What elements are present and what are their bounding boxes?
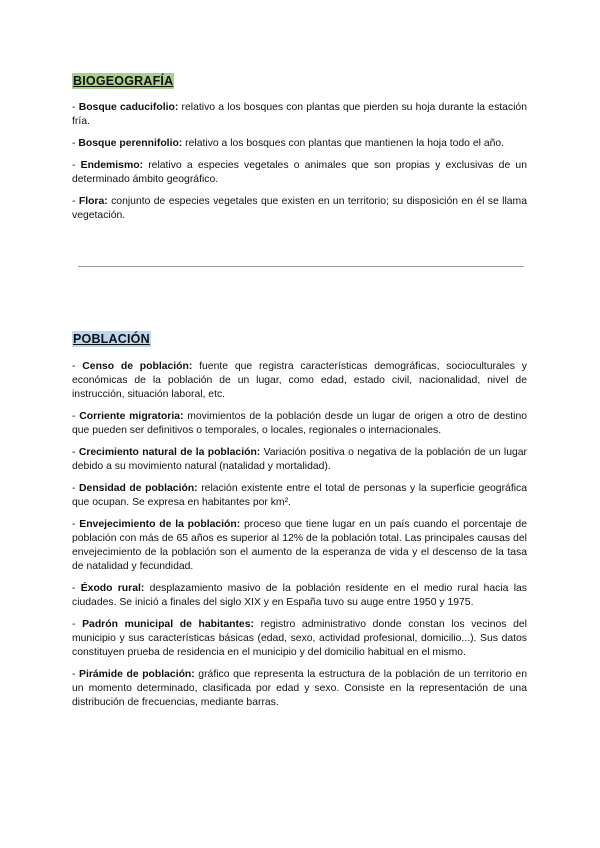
glossary-entry xyxy=(72,137,527,151)
entry-bullet: - xyxy=(72,102,79,113)
entry-term: Padrón municipal de habitantes: xyxy=(82,619,254,630)
entry-bullet: - xyxy=(72,196,79,207)
entry-bullet: - xyxy=(72,619,83,630)
entry-term: Éxodo rural: xyxy=(80,583,145,594)
glossary-entry xyxy=(72,101,527,129)
entry-definition: proceso que tiene lugar en un país cuando el porcentaje de población con más de 65 años es superior al 12% de la población total. Las principales causas del envejecimiento de la población son el aumento de la esperanza de vida y el descenso de la tasa de natalidad y fecundidad. xyxy=(72,519,527,572)
entry-definition: relativo a los bosques con plantas que pierden su hoja durante la estación fría. xyxy=(72,102,527,127)
entry-definition: relación existente entre el total de personas y la superficie geográfica que ocupan. Se expresa en habitantes por km². xyxy=(72,483,527,508)
glossary-entry xyxy=(72,159,527,187)
entry-term: Bosque caducifolio: xyxy=(78,102,179,113)
section-divider xyxy=(78,266,524,267)
glossary-entry xyxy=(72,360,527,402)
entry-term: Pirámide de población: xyxy=(79,669,195,680)
entry-term: Densidad de población: xyxy=(79,483,198,494)
entry-term: Censo de población: xyxy=(82,361,193,372)
entry-term: Crecimiento natural de la población: xyxy=(78,447,261,458)
entry-bullet: - xyxy=(72,138,79,149)
entry-bullet: - xyxy=(72,483,80,494)
entry-bullet: - xyxy=(72,583,81,594)
glossary-entry xyxy=(72,410,527,438)
entry-definition: relativo a especies vegetales o animales que son propias y exclusivas de un determinado ámbito geográfico. xyxy=(72,160,527,185)
entry-definition: conjunto de especies vegetales que existen en un territorio; su disposición en él se llama vegetación. xyxy=(72,196,527,221)
poblacion-heading: POBLACIÓN xyxy=(73,332,150,346)
entry-term: Endemismo: xyxy=(80,160,144,171)
entry-bullet: - xyxy=(72,447,79,458)
entry-term: Corriente migratoria: xyxy=(79,411,184,422)
entry-bullet: - xyxy=(72,519,80,530)
entry-definition: Variación positiva o negativa de la población de un lugar debido a su movimiento natural (natalidad y mortalidad). xyxy=(72,447,528,472)
glossary-entry xyxy=(72,195,527,223)
entry-definition: movimientos de la población desde un lugar de origen a otro de destino que pueden ser definitivos o temporales, o locales, regionales o internacionales. xyxy=(72,411,527,436)
entry-definition: fuente que registra características demográficas, socioculturales y económicas de la población de un lugar, como edad, estado civil, nacionalidad, nivel de instrucción, situación laboral, etc. xyxy=(72,361,527,400)
glossary-entry xyxy=(72,618,527,660)
entry-term: Bosque perennifolio: xyxy=(78,138,183,149)
entry-bullet: - xyxy=(72,361,83,372)
glossary-entry xyxy=(72,518,527,574)
biogeografia-section xyxy=(72,72,527,231)
glossary-entry xyxy=(72,482,527,510)
entry-term: Flora: xyxy=(78,196,108,207)
biogeografia-heading: BIOGEOGRAFÍA xyxy=(73,74,174,88)
glossary-entry xyxy=(72,668,527,710)
entry-bullet: - xyxy=(72,669,80,680)
glossary-entry xyxy=(72,446,527,474)
entry-definition: relativo a los bosques con plantas que mantienen la hoja todo el año. xyxy=(182,138,505,149)
glossary-entry xyxy=(72,582,527,610)
entry-definition: gráfico que representa la estructura de la población de un territorio en un momento determinado, clasificada por edad y sexo. Consiste en la representación de una distribución de frecuencias, mediante barras. xyxy=(72,669,527,708)
entry-definition: desplazamiento masivo de la población residente en el medio rural hacia las ciudades. Se inició a finales del siglo XIX y en España tuvo su auge entre 1950 y 1975. xyxy=(72,583,527,608)
poblacion-section xyxy=(72,330,527,718)
entry-term: Envejecimiento de la población: xyxy=(79,519,241,530)
entry-definition: registro administrativo donde constan los vecinos del municipio y sus características básicas (edad, sexo, actividad profesional, domicilio...). Sus datos constituyen prueba de residencia en el municipio y del domicilio habitual en el mismo. xyxy=(72,619,527,658)
entry-bullet: - xyxy=(72,411,80,422)
entry-bullet: - xyxy=(72,160,81,171)
